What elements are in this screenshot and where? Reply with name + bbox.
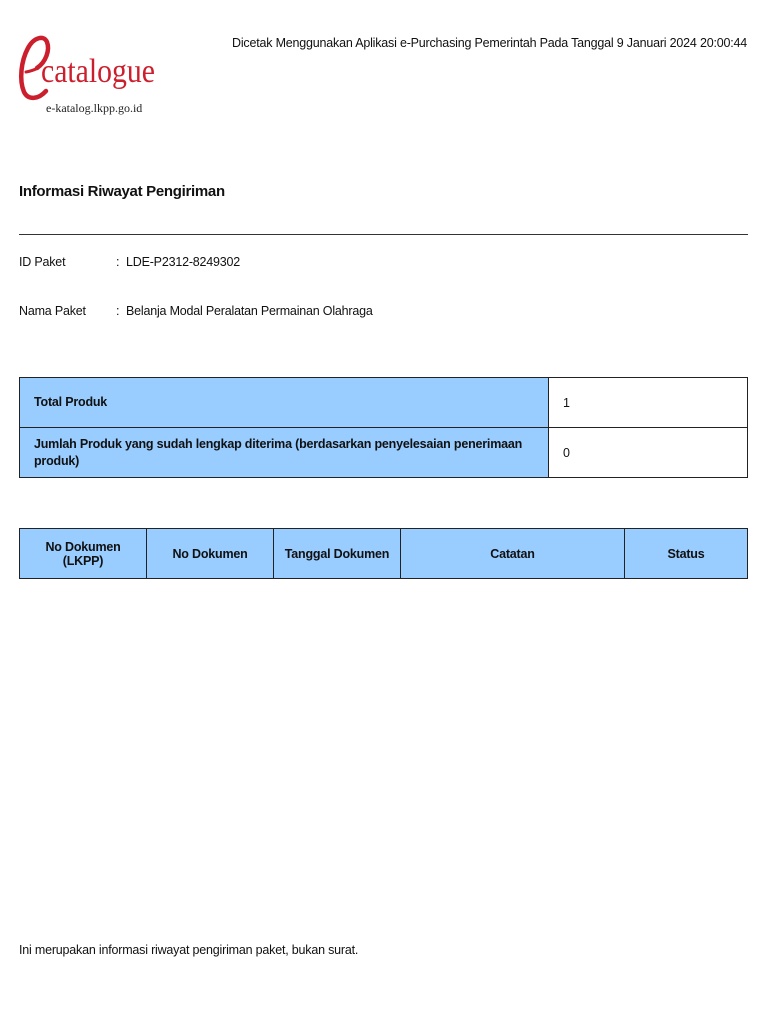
package-id-value: LDE-P2312-8249302 [126, 255, 241, 269]
column-header-no-dokumen-lkpp: No Dokumen (LKPP) [20, 529, 147, 579]
logo-wordmark: catalogue [41, 53, 155, 90]
footer-disclaimer: Ini merupakan informasi riwayat pengiriman paket, bukan surat. [19, 943, 359, 957]
package-name-separator: : [116, 304, 120, 318]
package-id-row [19, 255, 619, 271]
product-summary-table [19, 377, 748, 478]
documents-header-row [20, 529, 748, 579]
package-name-value: Belanja Modal Peralatan Permainan Olahraga [126, 304, 373, 318]
column-header-status: Status [625, 529, 748, 579]
package-id-separator: : [116, 255, 120, 269]
title-divider [19, 234, 748, 235]
logo-url: e-katalog.lkpp.go.id [46, 101, 143, 115]
column-header-no-dokumen: No Dokumen [147, 529, 274, 579]
ecatalogue-logo-graphic [16, 28, 166, 108]
package-name-label: Nama Paket [19, 304, 86, 318]
summary-row-total [20, 378, 748, 428]
package-id-label: ID Paket [19, 255, 66, 269]
ecatalogue-logo [16, 28, 166, 120]
delivery-documents-table [19, 528, 748, 579]
page-title: Informasi Riwayat Pengiriman [19, 183, 225, 200]
summary-label-received: Jumlah Produk yang sudah lengkap diterima (berdasarkan penyelesaian penerimaan produk) [20, 428, 549, 478]
summary-value-total-produk: 1 [549, 378, 748, 428]
print-timestamp-note: Dicetak Menggunakan Aplikasi e-Purchasing Pemerintah Pada Tanggal 9 Januari 2024 20:00:44 [232, 36, 747, 50]
column-header-catatan: Catatan [401, 529, 625, 579]
summary-row-received [20, 428, 748, 478]
column-header-tanggal-dokumen: Tanggal Dokumen [274, 529, 401, 579]
package-name-row [19, 304, 619, 320]
summary-label-total-produk: Total Produk [20, 378, 549, 428]
summary-value-received: 0 [549, 428, 748, 478]
